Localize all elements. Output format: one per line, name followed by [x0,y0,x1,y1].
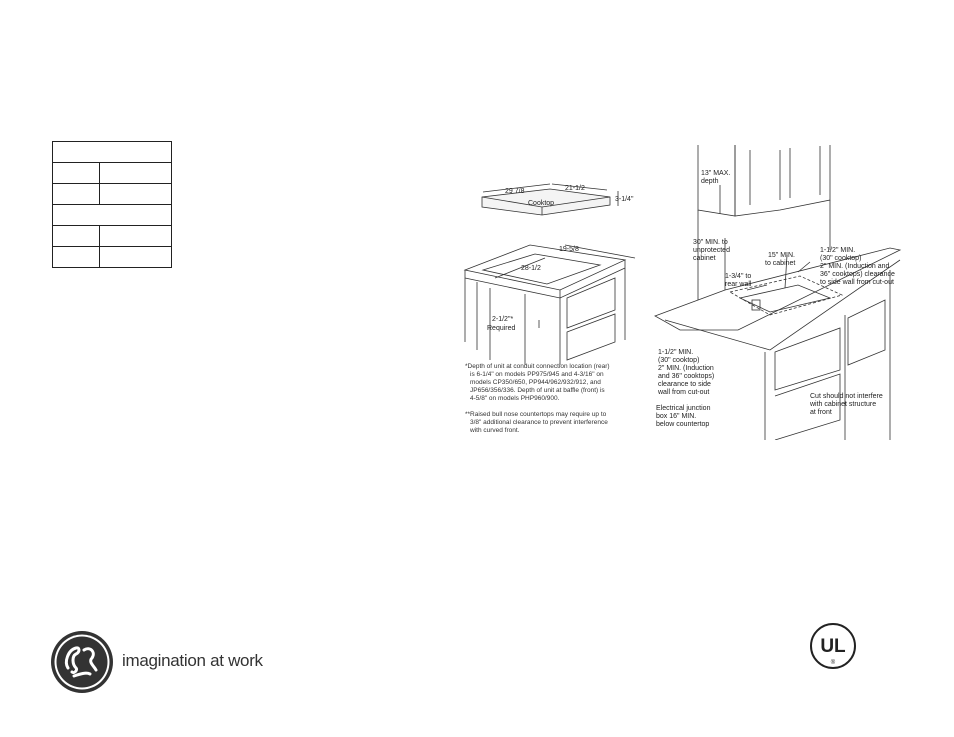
footnote-line: is 6-1/4" on models PP975/945 and 4-3/16" on [470,371,604,378]
label-cutout-note: at front [810,409,832,416]
label-unprotected: cabinet [693,255,716,262]
footnote-line: 4-5/8" on models PHP960/900. [470,395,560,402]
table-row [53,226,172,247]
dim-front-required: Required [487,325,516,332]
label-side-right: 2" MIN. (Induction and [820,263,890,270]
table-row [53,142,172,163]
table-row [53,163,172,184]
label-junction: Electrical junction [656,405,711,412]
dim-cutout-width: 28-1/2 [521,265,541,272]
footnote-line: models CP350/650, PP944/962/932/912, and [470,379,601,386]
table-cell [100,247,172,268]
label-junction: box 16" MIN. [656,413,697,420]
label-cutout-note: with cabinet structure [810,401,877,408]
product-label: Cooktop [528,200,555,207]
table-cell [53,163,100,184]
label-side-right: to side wall from cut-out [820,279,894,286]
label-side-left: wall from cut-out [658,389,710,396]
label-unprotected: unprotected [693,247,730,254]
table-cell [53,247,100,268]
label-junction: below countertop [656,421,710,428]
table-row [53,205,172,226]
footnote-line: with curved front. [470,427,520,434]
table-row [53,184,172,205]
table-cell [53,205,172,226]
table-cell [53,142,172,163]
label-side-left: clearance to side [658,381,711,388]
table-cell [100,163,172,184]
ul-certification-icon [808,621,858,671]
ul-mark-text: UL [820,636,846,657]
label-cabinet-depth: 13" MAX. [701,170,731,177]
label-side-left: 2" MIN. (Induction [658,365,714,372]
brand-tagline: imagination at work [122,651,263,670]
dim-depth: 21-1/2 [565,185,585,192]
label-to-cabinet: to cabinet [765,260,796,267]
label-side-left: 1-1/2" MIN. [658,349,694,356]
table-cell [53,184,100,205]
table-cell [53,226,100,247]
dim-width: 29 7/8 [505,188,525,195]
label-side-right: 36" cooktops) clearance [820,271,895,278]
dim-cutout-depth: 19-5/8 [559,246,579,253]
cooktop-dimension-diagram [455,170,650,440]
dim-height: 3-1/4" [615,196,634,203]
label-side-right: (30" cooktop) [820,255,862,262]
label-to-cabinet: 15" MIN. [768,252,795,259]
footnote-line: JP656/356/336. Depth of unit at baffle (front) is [470,387,605,394]
table-cell [100,184,172,205]
footnote-line: 3/8" additional clearance to prevent interference [470,419,608,426]
ul-registered-mark: ® [830,660,836,666]
label-side-left: (30" cooktop) [658,357,700,364]
label-rear-wall: rear wall [725,281,752,288]
table-row [53,247,172,268]
clearance-diagram [650,140,910,440]
label-cutout-note: Cut should not interfere [810,393,883,400]
label-cabinet-depth: depth [701,178,719,185]
label-unprotected: 30" MIN. to [693,239,728,246]
dim-front-clearance: 2-1/2"* [492,316,514,323]
footnote-line: *Depth of unit at conduit connection location (rear) [465,363,610,370]
label-side-right: 1-1/2" MIN. [820,247,856,254]
spec-table [52,141,172,268]
table-cell [100,226,172,247]
label-rear-wall: 1-3/4" to [725,273,752,280]
ge-logo-icon [50,630,114,694]
footnote-line: **Raised bull nose countertops may require up to [465,411,607,418]
label-side-left: and 36" cooktops) [658,373,715,380]
